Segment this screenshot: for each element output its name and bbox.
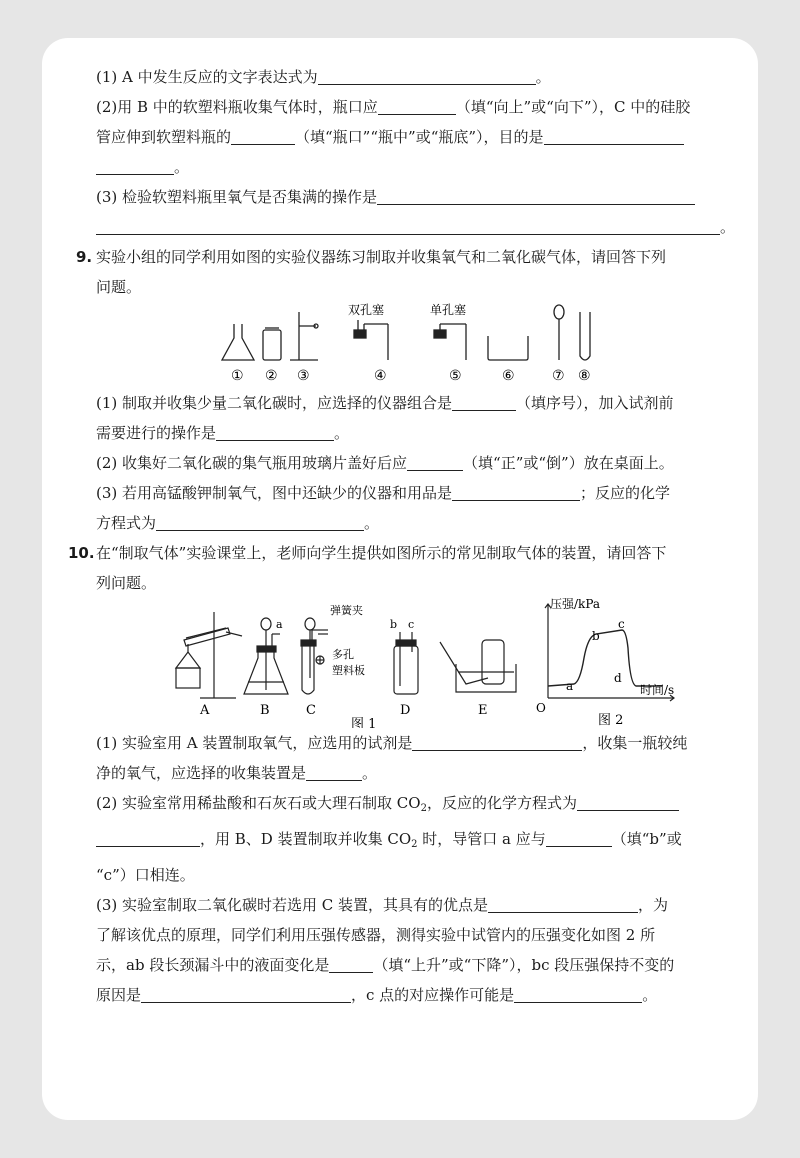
double-hole-stopper-icon [354, 320, 388, 360]
answer-blank[interactable] [96, 218, 720, 235]
subscript: 2 [411, 839, 418, 850]
text: 在“制取气体”实验课堂上，老师向学生提供如图所示的常见制取气体的装置，请回答下 [96, 544, 667, 562]
device-label-c: C [306, 703, 316, 718]
text: （填“瓶口”“瓶中”或“瓶底”），目的是 [295, 128, 544, 146]
answer-blank[interactable] [577, 794, 679, 811]
text: (2) 收集好二氧化碳的集气瓶用玻璃片盖好后应 [96, 454, 408, 472]
apparatus-num-8: ⑧ [578, 368, 591, 384]
text: (3) 实验室制取二氧化碳时若选用 C 装置，其具有的优点是 [96, 896, 489, 914]
answer-blank[interactable] [377, 188, 695, 205]
label-single-stopper: 单孔塞 [430, 303, 467, 317]
text: 实验小组的同学利用如图的实验仪器练习制取并收集氧气和二氧化碳气体，请回答下列 [96, 248, 667, 266]
chart-point-b: b [592, 629, 600, 643]
q10-stem-cont [96, 568, 732, 598]
apparatus-num-1: ① [231, 368, 244, 384]
conical-flask-icon [222, 324, 254, 360]
label-tube-c: c [408, 618, 415, 631]
answer-blank[interactable] [514, 986, 642, 1003]
content [68, 62, 736, 1010]
device-a-icon [176, 612, 242, 698]
q10-part2 [96, 788, 732, 824]
q10-figures [96, 598, 732, 728]
q10-part3 [96, 890, 732, 920]
answer-blank[interactable] [216, 424, 334, 441]
prev-q-part3 [96, 182, 732, 212]
answer-blank[interactable] [452, 394, 516, 411]
prev-q-part1 [96, 62, 732, 92]
apparatus-num-2: ② [265, 368, 278, 384]
label-porous-plate-2: 塑料板 [332, 664, 365, 677]
text: (2) 实验室常用稀盐酸和石灰石或大理石制取 CO [96, 794, 421, 812]
water-trough-icon [488, 336, 528, 360]
device-label-b: B [260, 703, 270, 718]
text: 。 [334, 424, 350, 442]
text: (1) 实验室用 A 装置制取氧气，应选用的试剂是 [96, 734, 413, 752]
test-tube-icon [580, 312, 590, 360]
device-label-d: D [400, 703, 411, 718]
text: (3) 若用高锰酸钾制氧气，图中还缺少的仪器和用品是 [96, 484, 453, 502]
apparatus-num-3: ③ [297, 368, 310, 384]
prev-q-part2-cont [96, 122, 732, 152]
q9-stem [76, 242, 732, 272]
text: 列问题。 [96, 574, 157, 592]
text: （填“b”或 [611, 830, 682, 848]
q9-part1 [96, 388, 732, 418]
text: 需要进行的操作是 [96, 424, 217, 442]
text: ，收集一瓶较纯 [582, 734, 688, 752]
text: 了解该优点的原理，同学们利用压强传感器，测得实验中试管内的压强变化如图 2 所 [96, 926, 656, 944]
q10-part3-cont [96, 920, 732, 950]
chart-origin: O [536, 701, 546, 715]
text: 管应伸到软塑料瓶的 [96, 128, 232, 146]
apparatus-num-7: ⑦ [552, 368, 565, 384]
gas-jar-icon [263, 330, 281, 360]
subscript: 2 [420, 803, 427, 814]
apparatus-num-4: ④ [374, 368, 387, 384]
text: ，c 点的对应操作可能是 [351, 986, 515, 1004]
figure-1-caption: 图 1 [351, 717, 377, 728]
single-hole-stopper-icon [434, 324, 466, 360]
text: (2)用 B 中的软塑料瓶收集气体时，瓶口应 [96, 98, 378, 116]
q9-part2 [96, 448, 732, 478]
text: （填“向上”或“向下”），C 中的硅胶 [455, 98, 691, 116]
answer-blank[interactable] [544, 128, 684, 145]
label-spring-clip: 弹簧夹 [330, 604, 363, 617]
q10-part2-cont2 [96, 860, 732, 890]
text: 方程式为 [96, 514, 157, 532]
q10-stem [68, 538, 732, 568]
text: 。 [362, 764, 378, 782]
label-double-stopper: 双孔塞 [348, 303, 385, 317]
text: 示，ab 段长颈漏斗中的液面变化是 [96, 956, 330, 974]
q9-stem-cont [96, 272, 732, 302]
text: （填“正”或“倒”）放在桌面上。 [463, 454, 674, 472]
prev-q-part2 [96, 92, 732, 122]
q9-part3-cont [96, 508, 732, 538]
pressure-curve [548, 630, 662, 686]
text: “c”）口相连。 [96, 866, 195, 884]
device-d-icon [394, 632, 418, 694]
iron-stand-icon [290, 312, 318, 360]
device-label-e: E [478, 703, 488, 718]
answer-blank[interactable] [156, 514, 364, 531]
q10-part2-cont [96, 824, 732, 860]
worksheet-page [42, 38, 758, 1120]
answer-blank[interactable] [452, 484, 580, 501]
q9-part1-cont [96, 418, 732, 448]
answer-blank[interactable] [306, 764, 362, 781]
long-neck-funnel-icon [554, 305, 564, 360]
text: 净的氧气，应选择的收集装置是 [96, 764, 307, 782]
chart-point-a: a [566, 679, 574, 693]
device-label-a: A [200, 703, 210, 718]
text: 。 [535, 68, 551, 86]
answer-blank[interactable] [378, 98, 456, 115]
text: 时，导管口 a 应与 [417, 830, 546, 848]
q10-part1-cont [96, 758, 732, 788]
device-labels [199, 703, 488, 718]
apparatus-numbers [231, 368, 591, 384]
answer-blank[interactable] [546, 830, 612, 847]
label-tube-a: a [276, 618, 283, 631]
text: 原因是 [96, 986, 142, 1004]
apparatus-drawing [96, 302, 732, 388]
prev-q-part2-cont2 [96, 152, 732, 182]
answer-blank[interactable] [488, 896, 638, 913]
text: 。 [642, 986, 658, 1004]
text: 。 [364, 514, 380, 532]
chart-ylabel: 压强/kPa [550, 598, 601, 611]
chart-point-d: d [614, 671, 622, 685]
q9-apparatus-figure [96, 302, 732, 388]
text: （填“上升”或“下降”），bc 段压强保持不变的 [373, 956, 675, 974]
text: ，为 [638, 896, 669, 914]
answer-blank[interactable] [407, 454, 463, 471]
prev-q-part3-cont [96, 212, 736, 242]
q10-part3-cont3 [96, 980, 732, 1010]
text: 。 [720, 218, 736, 236]
apparatus-num-6: ⑥ [502, 368, 515, 384]
text: 问题。 [96, 278, 142, 296]
answer-blank[interactable] [412, 734, 582, 751]
question-number: 9. [76, 248, 93, 266]
q9-part3 [96, 478, 732, 508]
label-porous-plate-1: 多孔 [332, 648, 354, 661]
apparatus-num-5: ⑤ [449, 368, 462, 384]
text: ；反应的化学 [580, 484, 671, 502]
label-tube-b: b [390, 618, 398, 631]
q10-part1 [96, 728, 732, 758]
answer-blank[interactable] [141, 986, 351, 1003]
text: ，用 B、D 装置制取并收集 CO [200, 830, 412, 848]
question-number: 10. [68, 544, 95, 562]
chart-xlabel: 时间/s [640, 683, 675, 697]
chart-point-c: c [618, 617, 625, 631]
text: (1) 制取并收集少量二氧化碳时，应选择的仪器组合是 [96, 394, 453, 412]
q10-part3-cont2 [96, 950, 732, 980]
answer-blank[interactable] [96, 830, 200, 847]
text: ，反应的化学方程式为 [426, 794, 577, 812]
answer-blank[interactable] [96, 158, 174, 175]
figure-2-caption: 图 2 [598, 713, 624, 728]
text: 。 [174, 158, 190, 176]
device-e-icon [440, 640, 516, 692]
figure-1-and-2 [96, 598, 732, 728]
text: （填序号），加入试剂前 [516, 394, 674, 412]
text: (3) 检验软塑料瓶里氧气是否集满的操作是 [96, 188, 378, 206]
answer-blank[interactable] [231, 128, 295, 145]
answer-blank[interactable] [318, 68, 536, 85]
text: (1) A 中发生反应的文字表达式为 [96, 68, 318, 86]
device-c-icon [301, 618, 328, 694]
answer-blank[interactable] [329, 956, 373, 973]
